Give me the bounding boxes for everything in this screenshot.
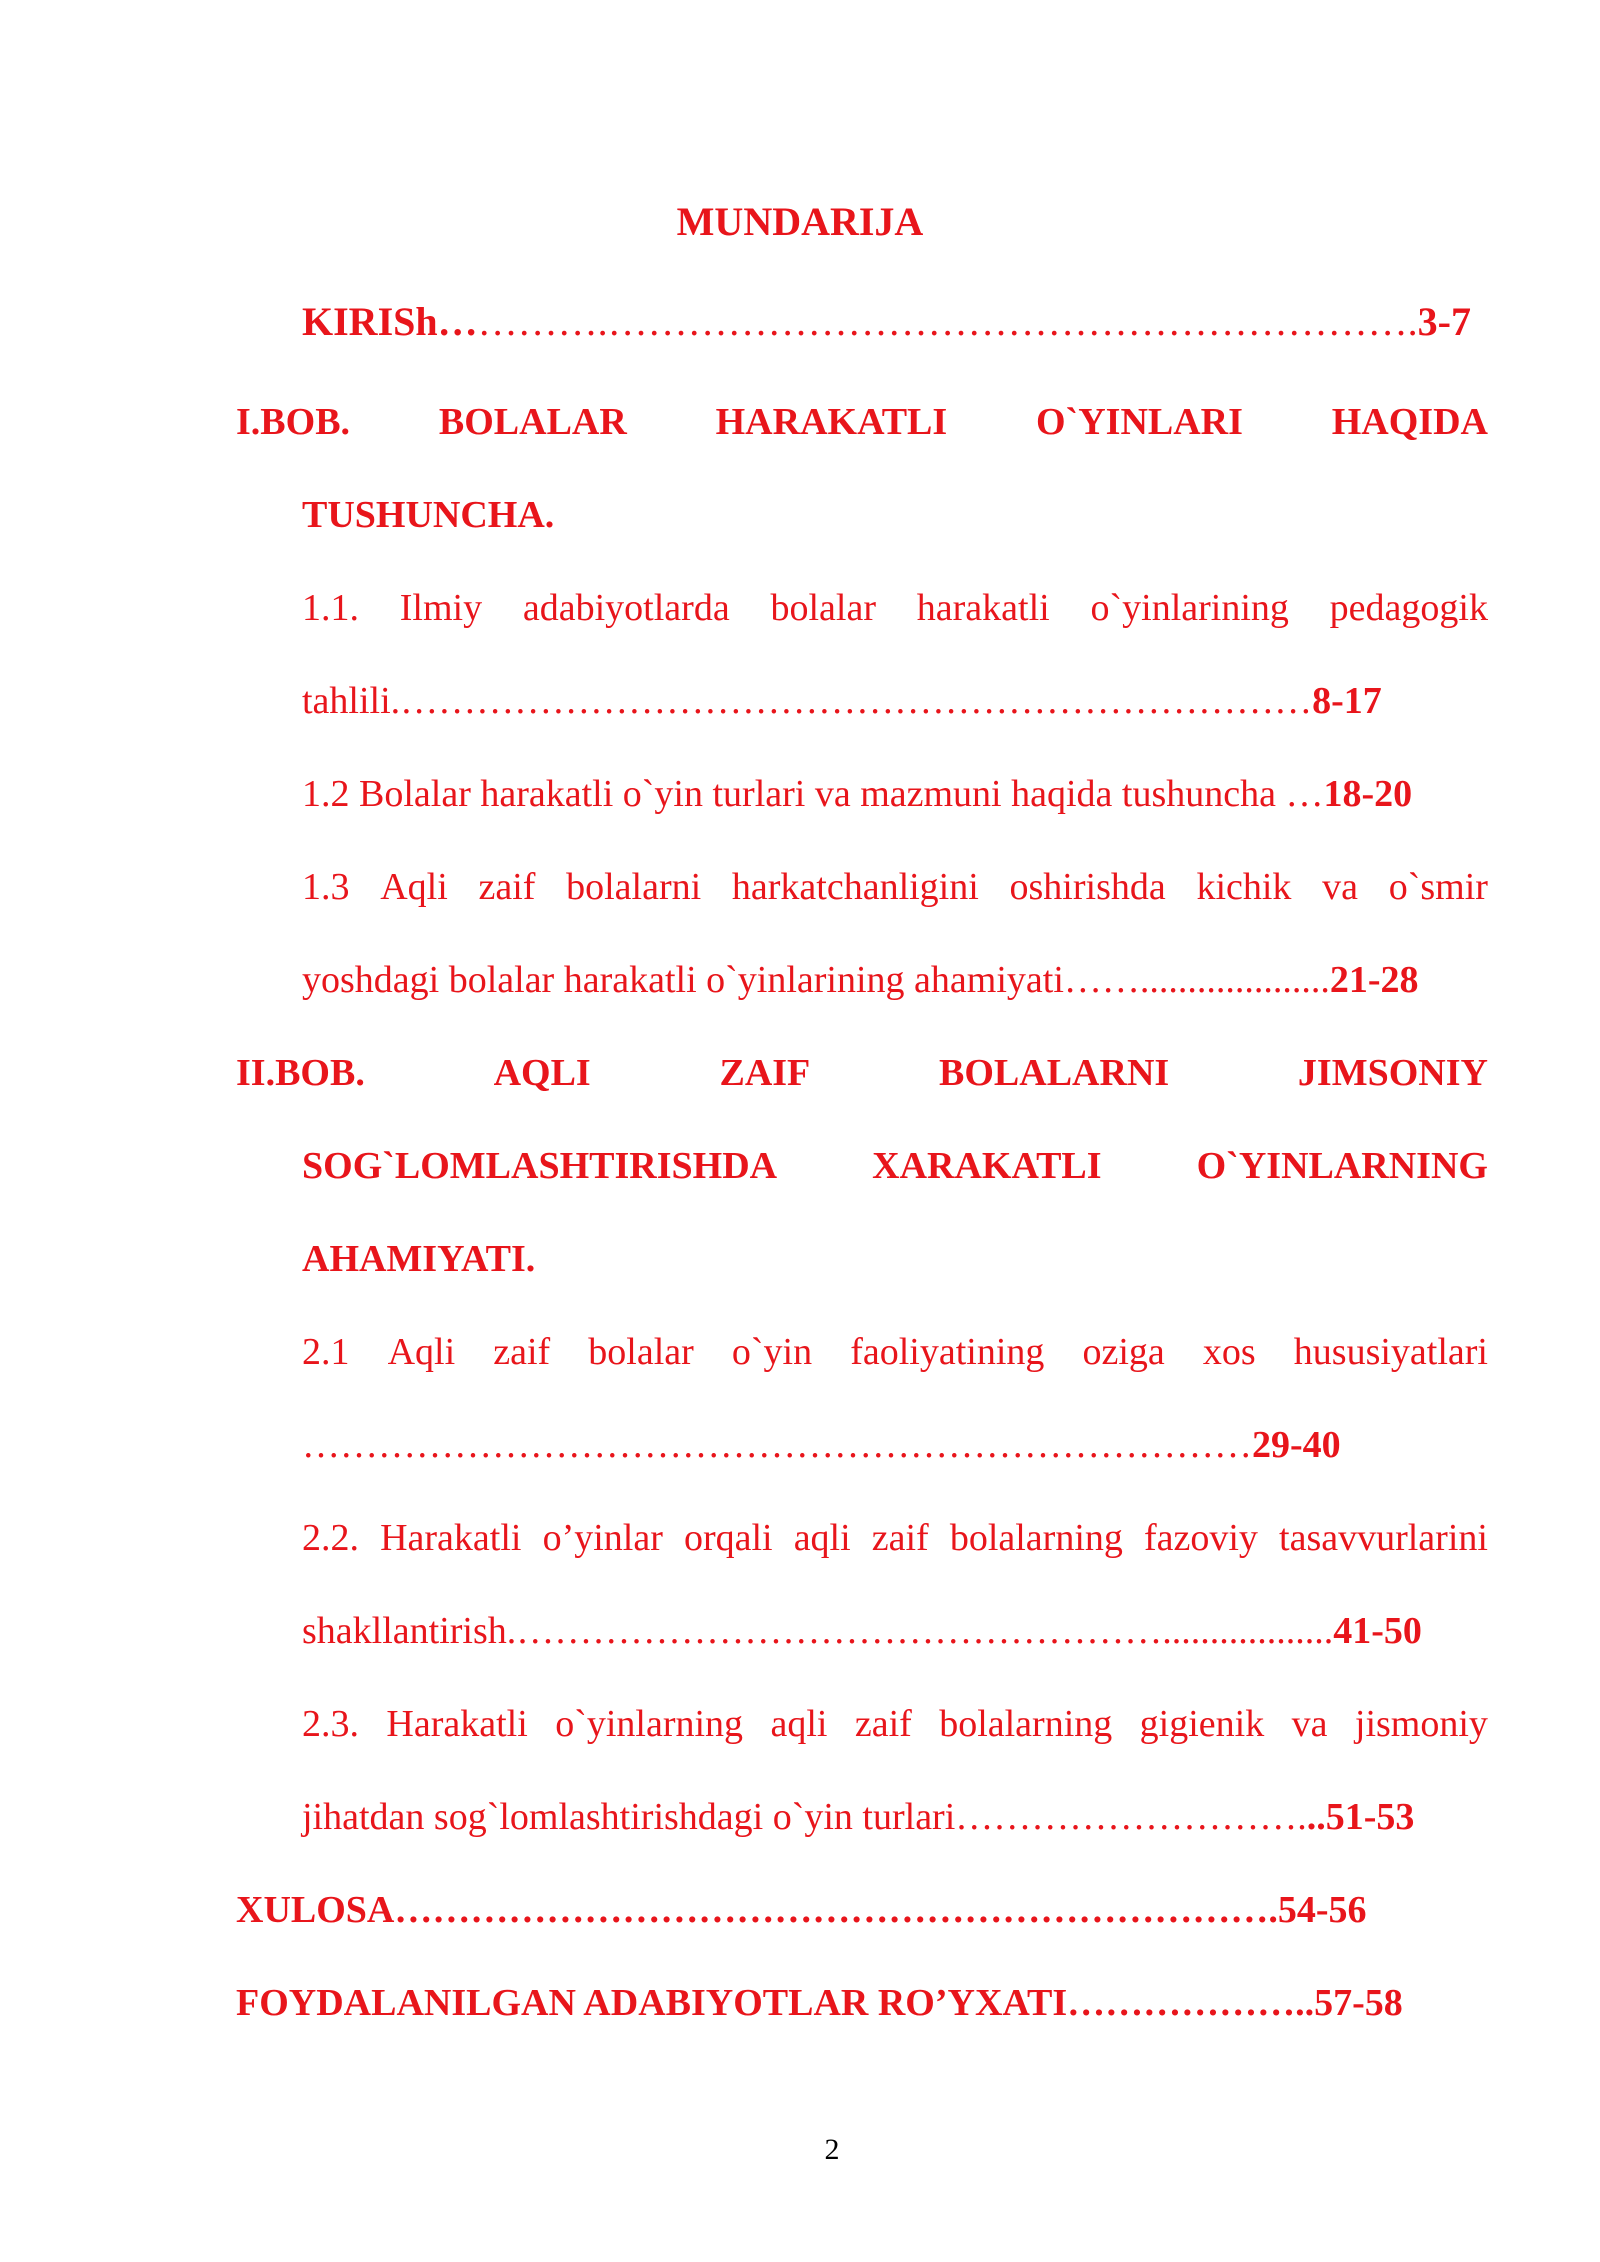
word: 2.1 <box>302 1331 350 1373</box>
word: hususiyatlari <box>1293 1331 1488 1373</box>
word: pedagogik <box>1329 587 1488 629</box>
toc-entry-2-3-line1 <box>302 1699 1488 1749</box>
word: bolalarni <box>566 866 702 908</box>
word: 2.3. <box>302 1703 359 1745</box>
entry-text: 1.2 Bolalar harakatli o`yin turlari va mazmuni haqida tushuncha … <box>302 773 1324 815</box>
entry-dots: ………………………………………………………………… <box>302 1424 1252 1466</box>
entry-pages: 21-28 <box>1329 959 1419 1001</box>
word: aqli <box>770 1703 828 1745</box>
word: SOG`LOMLASHTIRISHDA <box>302 1145 778 1187</box>
word: adabiyotlarda <box>522 587 730 629</box>
word: va <box>1291 1703 1328 1745</box>
entry-pages: 3-7 <box>1417 299 1471 344</box>
entry-dots: ……….……………………………………………………. <box>477 299 1418 344</box>
word: 1.3 <box>302 866 350 908</box>
word: Ilmiy <box>399 587 483 629</box>
entry-text: shakllantirish.…………………………………………….................. <box>302 1610 1334 1652</box>
toc-entry-1-3-line1 <box>302 862 1488 912</box>
word: XARAKATLI <box>872 1145 1102 1187</box>
entry-pages: 18-20 <box>1323 773 1413 815</box>
toc-entry-1-1-line1 <box>302 583 1488 633</box>
word: o`smir <box>1388 866 1488 908</box>
toc-chapter-2-line2 <box>302 1141 1488 1191</box>
toc-entry-1-1-line2 <box>302 676 1382 726</box>
entry-label: XULOSA <box>236 1889 395 1931</box>
toc-entry-references <box>236 1978 1403 2028</box>
entry-text: yoshdagi bolalar harakatli o`yinlarining ahamiyati…….................... <box>302 959 1330 1001</box>
toc-entry-1-3-line2 <box>302 955 1419 1005</box>
word: Harakatli <box>386 1703 528 1745</box>
entry-label: FOYDALANILGAN ADABIYOTLAR RO’YXATI <box>236 1982 1068 2024</box>
word: kichik <box>1196 866 1292 908</box>
word: bolalarning <box>939 1703 1113 1745</box>
word: bolalarning <box>949 1517 1123 1559</box>
word: harakatli <box>916 587 1050 629</box>
word: jismoniy <box>1354 1703 1488 1745</box>
entry-pages: 41-50 <box>1333 1610 1422 1652</box>
word: aqli <box>793 1517 851 1559</box>
toc-chapter-1-line1 <box>236 397 1488 447</box>
word: BOLALARNI <box>939 1052 1170 1094</box>
word: xos <box>1202 1331 1256 1373</box>
word: oshirishda <box>1009 866 1166 908</box>
word: o`yinlarning <box>555 1703 744 1745</box>
toc-entry-2-1-line1 <box>302 1327 1488 1377</box>
entry-dots: ……………………………………………………………… <box>400 680 1313 722</box>
entry-dots-bold: .. <box>1306 1796 1326 1838</box>
toc-entry-2-2-line2 <box>302 1606 1422 1656</box>
entry-dots: ……………….. <box>1067 1982 1315 2024</box>
toc-entry-kirish <box>302 297 1471 347</box>
entry-text: jihatdan sog`lomlashtirishdagi o`yin turlari………………………. <box>302 1796 1307 1838</box>
toc-chapter-2-line1 <box>236 1048 1488 1098</box>
entry-pages: 54-56 <box>1277 1889 1367 1931</box>
word: o`yin <box>731 1331 813 1373</box>
word: HAQIDA <box>1331 401 1488 443</box>
word: va <box>1322 866 1358 908</box>
toc-entry-xulosa <box>236 1885 1367 1935</box>
word: orqali <box>683 1517 773 1559</box>
word: JIMSONIY <box>1297 1052 1488 1094</box>
word: zaif <box>478 866 536 908</box>
word: Aqli <box>387 1331 456 1373</box>
toc-chapter-2-line3: AHAMIYATI. <box>302 1238 536 1280</box>
word: o`yinlarining <box>1090 587 1289 629</box>
word: I.BOB. <box>236 401 351 443</box>
word: zaif <box>493 1331 551 1373</box>
entry-pages: 51-53 <box>1325 1796 1415 1838</box>
word: HARAKATLI <box>715 401 948 443</box>
word: gigienik <box>1139 1703 1265 1745</box>
entry-dots: ……………………………………………………………. <box>394 1889 1278 1931</box>
word: o’yinlar <box>542 1517 663 1559</box>
word: II.BOB. <box>236 1052 365 1094</box>
page-number: 2 <box>824 2133 840 2166</box>
word: Aqli <box>380 866 448 908</box>
word: O`YINLARI <box>1036 401 1243 443</box>
entry-pages: 29-40 <box>1252 1424 1341 1466</box>
word: Harakatli <box>380 1517 522 1559</box>
toc-chapter-1-line2: TUSHUNCHA. <box>302 494 555 536</box>
toc-entry-1-2 <box>302 769 1412 819</box>
toc-entry-2-1-line2 <box>302 1420 1341 1470</box>
word: tasavvurlarini <box>1279 1517 1488 1559</box>
word: zaif <box>854 1703 912 1745</box>
word: harkatchanligini <box>731 866 979 908</box>
word: zaif <box>871 1517 929 1559</box>
word: BOLALAR <box>438 401 627 443</box>
word: ZAIF <box>719 1052 811 1094</box>
toc-entry-2-3-line2 <box>302 1792 1414 1842</box>
entry-pages: 8-17 <box>1312 680 1382 722</box>
entry-pages: 57-58 <box>1314 1982 1403 2024</box>
word: bolalar <box>770 587 876 629</box>
entry-text: tahlili. <box>302 680 401 722</box>
word: bolalar <box>588 1331 694 1373</box>
toc-title: MUNDARIJA <box>676 199 924 244</box>
word: AQLI <box>493 1052 591 1094</box>
word: 2.2. <box>302 1517 359 1559</box>
word: fazoviy <box>1143 1517 1258 1559</box>
word: oziga <box>1082 1331 1165 1373</box>
word: 1.1. <box>302 587 359 629</box>
toc-entry-2-2-line1 <box>302 1513 1488 1563</box>
word: faoliyatining <box>850 1331 1045 1373</box>
word: O`YINLARNING <box>1196 1145 1488 1187</box>
entry-label: KIRISh… <box>302 299 478 344</box>
